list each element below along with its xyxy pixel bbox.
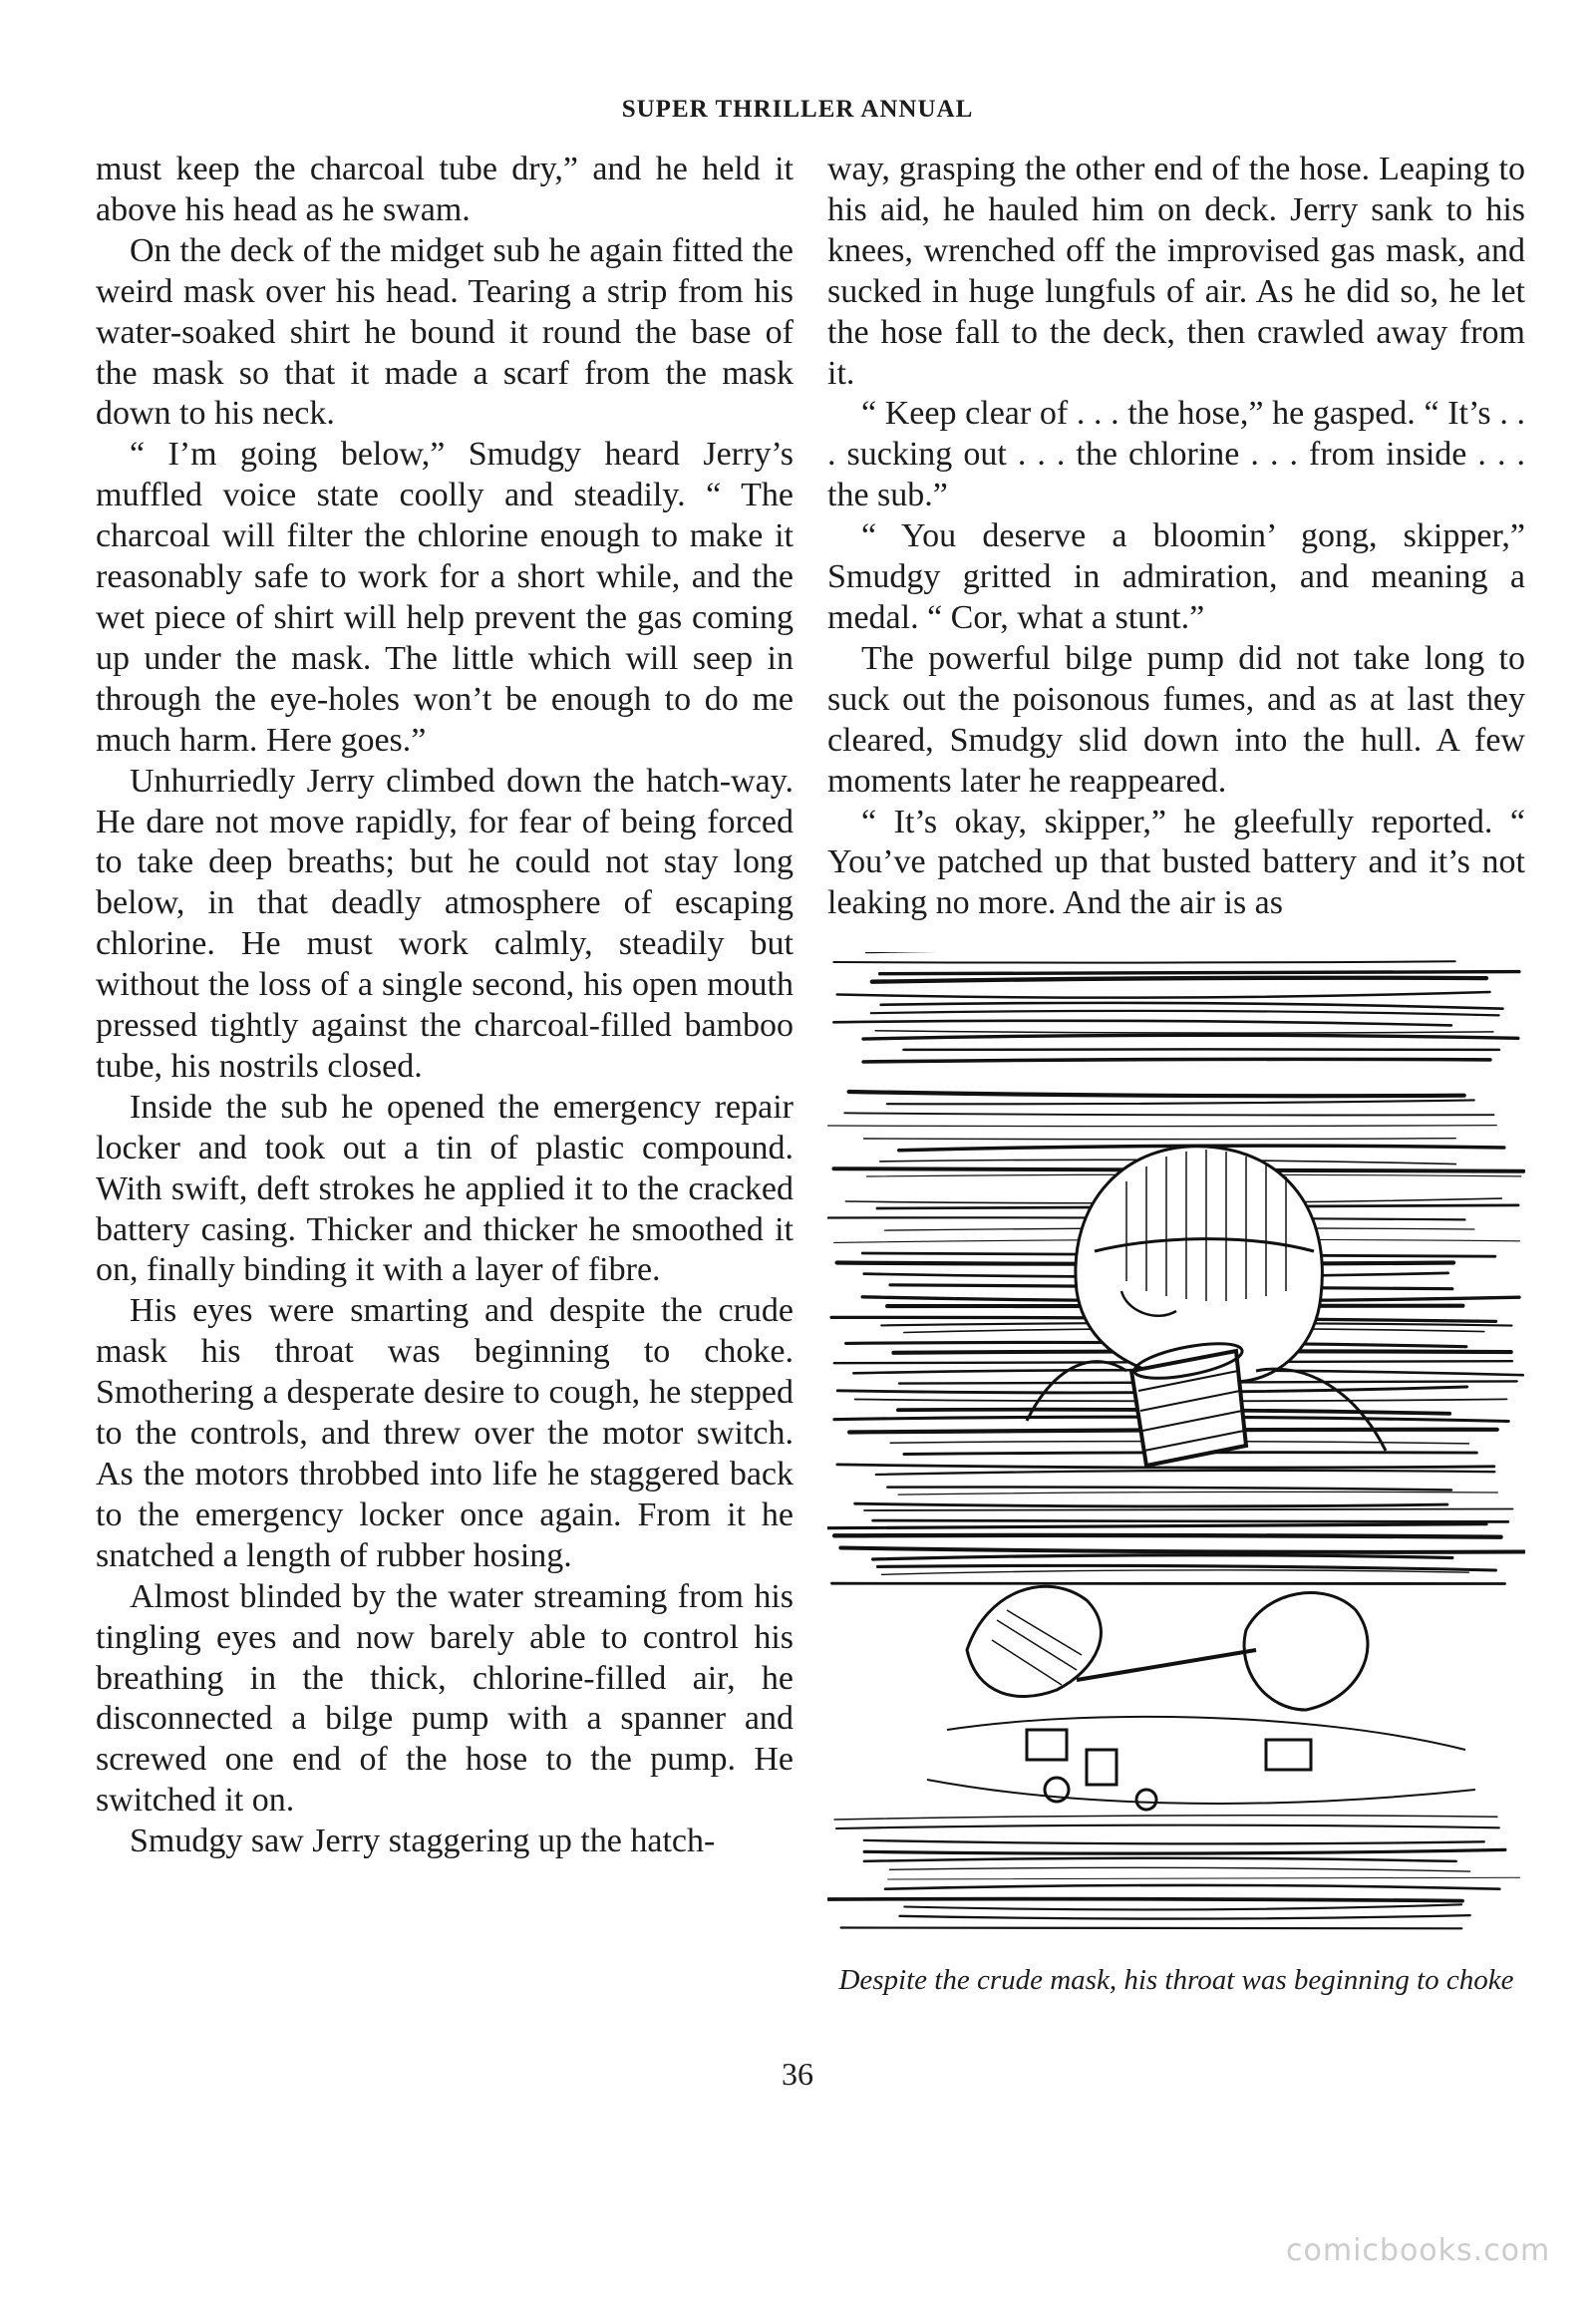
paragraph: His eyes were smarting and despite the crude mask his throat was beginning to choke. Smothering a desperate desire to cough, he stepped to the controls, and threw over the motor switch. As the motors throbbed into life he staggered back to the emergency locker once again. From it he snatched a length of rubber hosing. [96, 1292, 794, 1574]
right-text-column [827, 150, 1525, 924]
hatch-stroke [841, 1928, 1462, 1929]
hatch-stroke [833, 961, 1454, 962]
hatch-stroke [844, 1113, 1493, 1115]
hatch-stroke [871, 1011, 1499, 1016]
hatch-stroke [840, 1548, 1524, 1552]
hatch-stroke [887, 1100, 1474, 1104]
hatch-stroke [881, 1003, 1503, 1009]
hatch-stroke [875, 1031, 1493, 1033]
illustration-drawing [827, 952, 1525, 1949]
hatch-stroke [885, 1885, 1499, 1889]
watermark: comicbooks.com [1286, 2233, 1551, 2268]
hatch-stroke [849, 1092, 1464, 1096]
hatch-stroke [863, 1035, 1518, 1039]
hatch-stroke [873, 1520, 1508, 1521]
hatch-stroke [834, 1816, 1497, 1820]
paragraph: On the deck of the midget sub he again fitted the weird mask over his head. Tearing a strip from his water-soaked shirt he bound it round the base of the mask so that it made a scarf from the mask down to his neck. [96, 231, 794, 433]
page-number: 36 [782, 2056, 813, 2092]
paragraph: Almost blinded by the water streaming from his tingling eyes and now barely able to control his breathing in the thick, chlorine-filled air, he disconnected a bilge pump with a spanner and screwed one end of the hose to the pump. He switched it on. [96, 1577, 794, 1820]
paragraph: “ Keep clear of . . . the hose,” he gasped. “ It’s . . . sucking out . . . the chlorine . . . from inside . . . the sub.” [827, 395, 1525, 514]
paragraph: “ You deserve a bloomin’ gong, skipper,” Smudgy gritted in admiration, and meaning a medal. “ Cor, what a stunt.” [827, 517, 1525, 636]
paragraph: Smudgy saw Jerry staggering up the hatch- [130, 1823, 716, 1860]
hatch-stroke [855, 1503, 1447, 1506]
hatch-stroke [872, 978, 1486, 982]
hatch-stroke [837, 992, 1490, 998]
hatch-stroke [882, 1570, 1469, 1575]
hatch-stroke [887, 1487, 1451, 1490]
hatch-stroke [837, 1465, 1494, 1468]
hatch-stroke [888, 1877, 1520, 1879]
hatch-stroke [904, 1904, 1461, 1909]
hatch-stroke [864, 1840, 1484, 1843]
hatch-stroke [833, 1021, 1451, 1026]
hatch-stroke [903, 1049, 1499, 1050]
hatch-stroke [834, 1535, 1501, 1537]
hatch-stroke [836, 1826, 1499, 1828]
paragraph: The powerful bilge pump did not take long to suck out the poisonous fumes, and as at last they cleared, Smudgy slid down into the hull. A few moments later he reappeared. [827, 639, 1525, 800]
hatch-stroke [864, 1509, 1513, 1511]
hatch-stroke [873, 1555, 1452, 1559]
paragraph: “ I’m going below,” Smudgy heard Jerry’s muffled voice state coolly and steadily. “ The charcoal will filter the chlorine enough to make it reasonably safe to work for a short while, and the wet piece of shirt will help prevent the gas coming up under the mask. The little which will seep in through the eye-holes won’t be enough to do me much harm. Here goes.” [96, 436, 794, 759]
hatch-stroke [900, 1915, 1470, 1918]
paragraph: Unhurriedly Jerry climbed down the hatch-way. He dare not move rapidly, for fear of being forced to take deep breaths; but he could not stay long below, in that deadly atmosphere of escaping chlorine. He must work calmly, steadily but without the loss of a single second, his open mouth pressed tightly against the charcoal-filled bamboo tube, his nostrils closed. [96, 762, 794, 1085]
left-text-column [96, 150, 794, 1862]
hatch-stroke [898, 1492, 1497, 1494]
paragraph: way, grasping the other end of the hose. Leaping to his aid, he hauled him on deck. Jerry sank to his knees, wrenched off the improvised gas mask, and sucked in huge lungfuls of air. As he did so, he let the hose fall to the deck, then crawled away from it. [827, 151, 1525, 392]
hatch-stroke [863, 1059, 1490, 1062]
hatch-stroke [864, 1139, 1456, 1140]
hatch-stroke [880, 972, 1519, 974]
hatch-stroke [876, 1471, 1495, 1475]
hatch-stroke [828, 1126, 1497, 1127]
hands-on-equipment [927, 1586, 1475, 1810]
illustration-caption: Despite the crude mask, his throat was beginning to choke [838, 1964, 1514, 1996]
paragraph: “ It’s okay, skipper,” he gleefully reported. “ You’ve patched up that busted battery and it’s not leaking no more. And the air is as [827, 803, 1525, 922]
paragraph: must keep the charcoal tube dry,” and he held it above his head as he swam. [96, 151, 794, 228]
hatch-stroke [864, 1858, 1456, 1861]
paragraph: Inside the sub he opened the emergency repair locker and took out a tin of plastic compound. With swift, deft strokes he applied it to the cracked battery casing. Thicker and thicker he smoothed it on, finally binding it with a layer of fibre. [96, 1088, 794, 1289]
hatch-stroke [864, 1849, 1505, 1853]
running-header: SUPER THRILLER ANNUAL [621, 96, 974, 123]
hatch-stroke [889, 1867, 1469, 1871]
hatch-stroke [827, 1524, 1486, 1528]
ink-illustration-masked-man [827, 952, 1525, 1949]
hatch-stroke [828, 1899, 1462, 1901]
